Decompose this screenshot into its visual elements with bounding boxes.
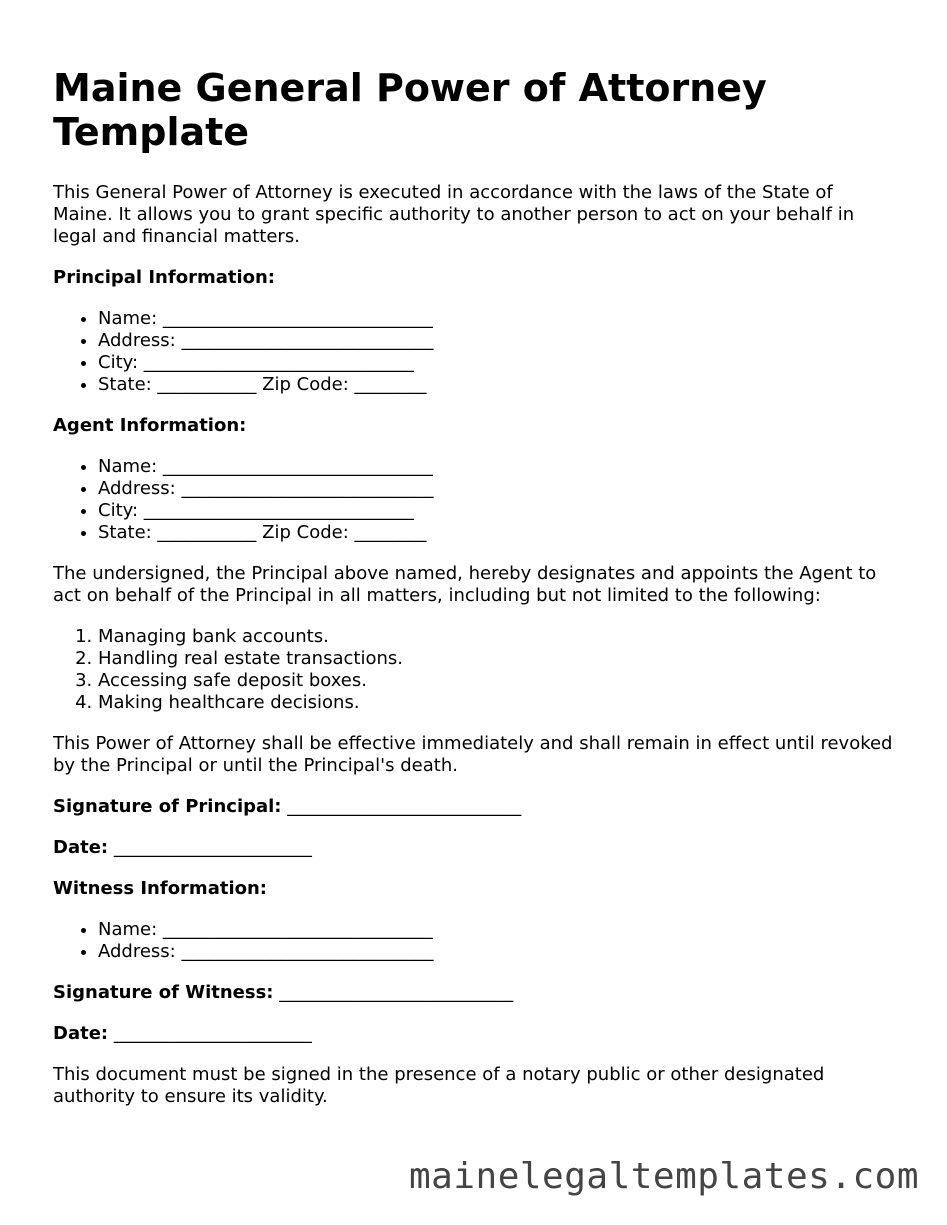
intro-paragraph: This General Power of Attorney is executed in accordance with the laws of the State of Maine. It allows you to grant specific authority to another person to act on your behalf in legal and financial matters. (53, 182, 855, 247)
witness-name-field: • Name: ______________________________ (98, 919, 893, 941)
principal-fields-list (53, 308, 893, 396)
principal-heading: Principal Information: (53, 267, 276, 288)
power-item: 1. Managing bank accounts. (98, 626, 893, 648)
principal-signature-line (53, 796, 893, 818)
effective-paragraph: This Power of Attorney shall be effective immediately and shall remain in effect until revoked by the Principal or until the Principal's death. (53, 733, 893, 776)
notary-notice-paragraph: This document must be signed in the presence of a notary public or other designated authority to ensure its validity. (53, 1064, 825, 1107)
document-page (53, 66, 893, 1127)
document-title: Maine General Power of Attorney Template (53, 66, 767, 154)
witness-date-blank: ______________________ (113, 1023, 312, 1044)
witness-date-line (53, 1023, 893, 1045)
agent-address-field: • Address: ____________________________ (98, 478, 893, 500)
power-item: 3. Accessing safe deposit boxes. (98, 670, 893, 692)
witness-date-label: Date: (53, 1023, 109, 1044)
designation-paragraph: The undersigned, the Principal above named, hereby designates and appoints the Agent to act on behalf of the Principal in all matters, including but not limited to the following: (53, 563, 877, 606)
principal-city-field: • City: ______________________________ (98, 352, 893, 374)
principal-signature-blank: __________________________ (287, 796, 522, 817)
power-item: 4. Making healthcare decisions. (98, 692, 893, 714)
principal-name-field: • Name: ______________________________ (98, 308, 893, 330)
powers-list (53, 626, 893, 714)
witness-address-field: • Address: ____________________________ (98, 941, 893, 963)
power-item: 2. Handling real estate transactions. (98, 648, 893, 670)
principal-address-field: • Address: ____________________________ (98, 330, 893, 352)
agent-city-field: • City: ______________________________ (98, 500, 893, 522)
principal-state-zip-field: • State: ___________ Zip Code: ________ (98, 374, 893, 396)
witness-signature-line (53, 982, 893, 1004)
witness-fields-list (53, 919, 893, 963)
principal-signature-label: Signature of Principal: (53, 796, 282, 817)
agent-fields-list (53, 456, 893, 544)
principal-date-line (53, 837, 893, 859)
agent-heading: Agent Information: (53, 415, 247, 436)
agent-name-field: • Name: ______________________________ (98, 456, 893, 478)
witness-signature-blank: __________________________ (279, 982, 514, 1003)
principal-date-label: Date: (53, 837, 109, 858)
principal-date-blank: ______________________ (113, 837, 312, 858)
witness-signature-label: Signature of Witness: (53, 982, 274, 1003)
site-watermark: mainelegaltemplates.com (409, 1156, 919, 1197)
witness-heading: Witness Information: (53, 878, 267, 899)
agent-state-zip-field: • State: ___________ Zip Code: ________ (98, 522, 893, 544)
